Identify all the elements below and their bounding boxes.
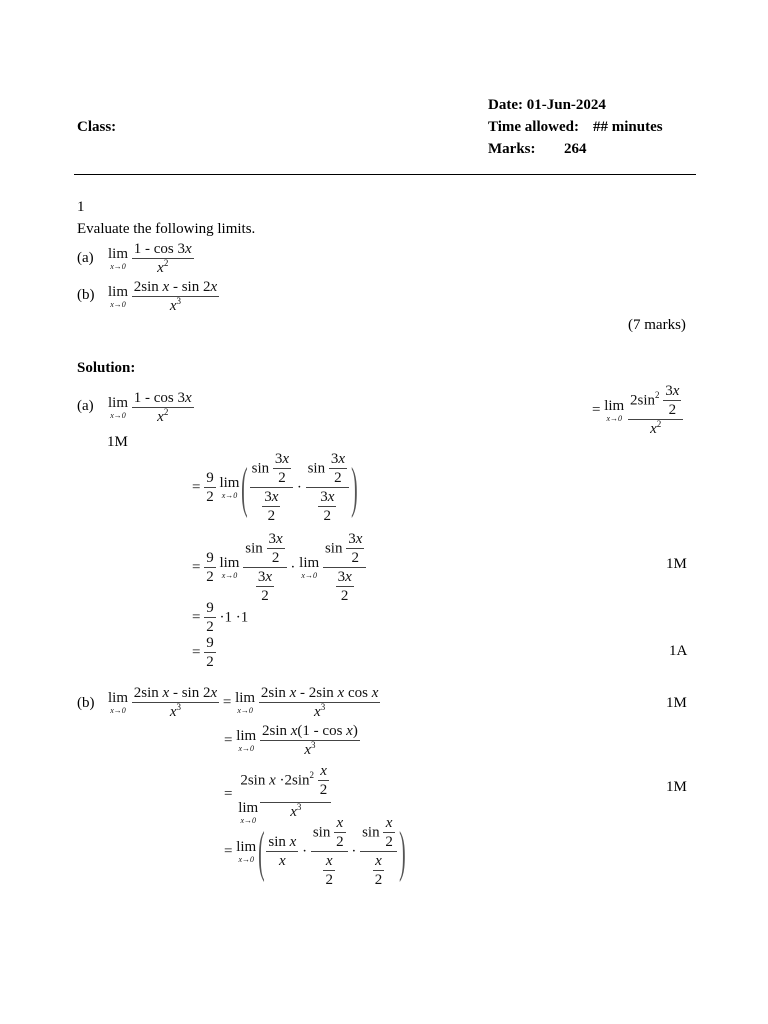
solution-a-line-2: = $\frac{9}{2}$ lim x→0 ( sin $\frac{3x}{2}$ $\frac{3x}{2}$ · sin $\frac{3x}{2}$ $\frac{3x}{2}$ ): [192, 451, 358, 524]
solution-heading: Solution:: [77, 360, 136, 376]
solution-part-b-label: (b): [77, 695, 95, 711]
question-number: 1: [77, 199, 85, 215]
header-divider: [74, 174, 696, 175]
solution-b-line-2: = lim x→0 $\frac{\text{2sin x(1 - cos x)}}{x^3}$: [224, 723, 358, 758]
question-marks: (7 marks): [628, 317, 686, 333]
date-label: Date: 01-Jun-2024: [488, 97, 606, 113]
mark-1a: 1A: [669, 643, 688, 659]
class-label: Class:: [77, 119, 117, 135]
question-a-expression: lim x→0 $\frac{1 - \cos 3x}{x^2}$: [108, 241, 192, 276]
solution-a-line-4: = $\frac{9}{2}$ ·1 ·1: [192, 600, 249, 635]
marks-value: 264: [564, 141, 587, 157]
solution-a-line-3: = $\frac{9}{2}$ lim x→0 sin $\frac{3x}{2}$ $\frac{3x}{2}$ · lim x→0 sin $\frac{3x}{2}$ $\frac{3x}{2}$: [192, 532, 366, 604]
time-allowed-label: Time allowed:: [488, 119, 579, 135]
mark-1m: 1M: [107, 434, 128, 450]
solution-a-line-5: = $\frac{9}{2}$: [192, 635, 214, 670]
solution-a-line-1-rhs: = lim x→0 $2\sin^2$ $\frac{3x}{2}$ $x^2$: [592, 384, 683, 437]
solution-b-line-4: = lim x→0 ( $\frac{\text{sin x}}{x}$ · sin $\frac{x}{2}$ $\frac{x}{2}$ · sin $\frac{x}{2}$ $\frac{x}{2}$ ): [224, 815, 406, 888]
marks-label: Marks:: [488, 141, 536, 157]
solution-b-line-3: = 2sin $x \cdot 2\sin^2$ $\frac{x}{2}$ lim x→0 $x^3$: [224, 764, 333, 825]
solution-a-line-1-lhs: lim x→0 $\frac{1 - \cos 3x}{x^2}$: [108, 390, 192, 425]
question-prompt: Evaluate the following limits.: [77, 221, 256, 237]
solution-b-line-1: lim x→0 $\frac{\text{2sin x - sin 2x}}{x^3}$ = lim x→0 $\frac{\text{2sin x - 2sin x cos x}}{x^3}$: [108, 685, 379, 720]
mark-1m: 1M: [666, 695, 687, 711]
question-part-a-label: (a): [77, 250, 94, 266]
mark-1m: 1M: [666, 779, 687, 795]
time-allowed-value: ## minutes: [593, 119, 663, 135]
solution-part-a-label: (a): [77, 398, 94, 414]
question-part-b-label: (b): [77, 287, 95, 303]
mark-1m: 1M: [666, 556, 687, 572]
question-b-expression: lim x→0 $\frac{\text{2sin x - sin 2x}}{x^3}$: [108, 279, 218, 314]
